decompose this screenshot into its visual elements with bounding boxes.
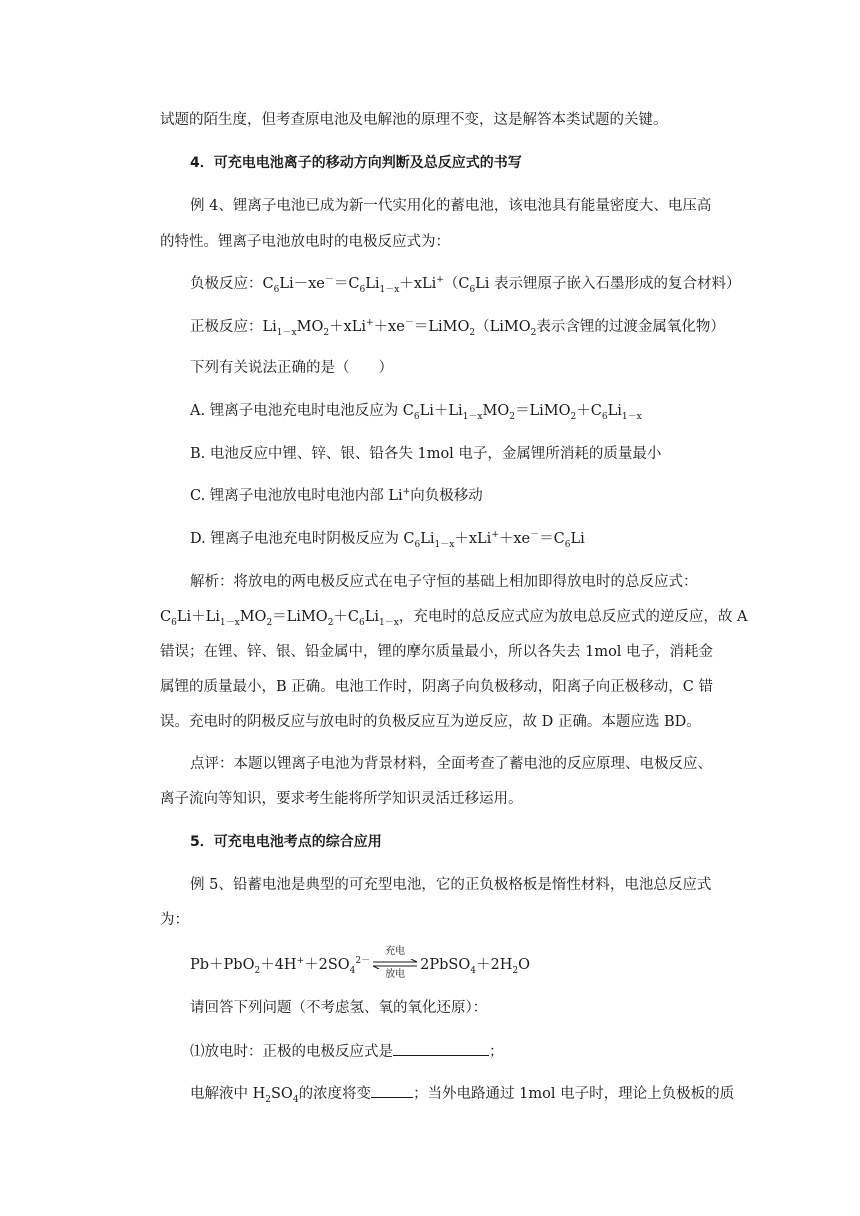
analysis-line: 误。充电时的阴极反应与放电时的负极反应互为逆反应，故 D 正确。本题应选 BD。 [160, 714, 701, 730]
instruction-line: 请回答下列问题（不考虑氢、氧的氧化还原）： [190, 1000, 488, 1016]
question-stem: 下列有关说法正确的是（ ） [190, 360, 393, 376]
section-heading-5: 5．可充电电池考点的综合应用 [190, 834, 382, 850]
sub-question-1: ⑴放电时：正极的电极反应式是 ； [190, 1041, 770, 1062]
sub-question-1-cont: 电解液中 $H_2SO_4$的浓度将变 ；当外电路通过 1mol 电子时，理论上负极板的质 [190, 1083, 770, 1104]
option-c: C. 锂离子电池放电时电池内部 Li+向负极移动 [190, 487, 483, 504]
analysis-line: 解析：将放电的两电极反应式在电子守恒的基础上相加即得放电时的总反应式： [190, 574, 698, 590]
option-b: B. 电池反应中锂、锌、银、铅各失 1mol 电子，金属锂所消耗的质量最小 [190, 446, 662, 462]
negative-electrode-reaction: 负极反应：$C_6Li-xe^-=C_6Li_{1-x}+xLi^+(C_6Li$ 表示锂原子嵌入石墨形成的复合材料） [190, 275, 741, 295]
analysis-line: 错误；在锂、锌、银、铅金属中，锂的摩尔质量最小，所以各失去 1mol 电子，消耗金 [160, 644, 714, 660]
option-a: A. 锂离子电池充电时电池反应为 $C_6Li+Li_{1-x}MO_2=LiMO_2+C_6Li_{1-x}$ [190, 403, 642, 422]
example-4-line: 的特性。锂离子电池放电时的电极反应式为： [160, 234, 450, 250]
reversible-arrow-icon [371, 946, 419, 980]
example-5-line: 为： [160, 912, 189, 928]
comment-line: 点评：本题以锂离子电池为背景材料，全面考查了蓄电池的反应原理、电极反应、 [190, 756, 712, 772]
section-heading-4: 4．可充电电池离子的移动方向判断及总反应式的书写 [190, 155, 522, 171]
discharge-label: 放电 [385, 969, 406, 980]
answer-blank[interactable] [371, 1083, 413, 1098]
charge-label: 充电 [385, 946, 406, 957]
answer-blank[interactable] [393, 1041, 489, 1056]
analysis-line: 属锂的质量最小，B 正确。电池工作时，阴离子向负极移动，阳离子向正极移动，C 错 [160, 679, 713, 695]
comment-line: 离子流向等知识，要求考生能将所学知识灵活迁移运用。 [160, 791, 523, 807]
positive-electrode-reaction: 正极反应：$Li_{1-x}MO_2+xLi^++xe^-=LiMO_2(LiMO_2$表示含锂的过渡金属氧化物） [190, 318, 725, 338]
analysis-line: $C_6Li+Li_{1-x}MO_2=LiMO_2+C_6Li_{1-x}$，充电时的总反应式应为放电总反应式的逆反应，故 A [160, 609, 748, 628]
lead-battery-equation: $Pb+PbO_2+4H^++2SO_4^{2-}$ 充电 放电 $2PbSO_4+2H_2O$ [190, 946, 530, 980]
example-4-line: 例 4、锂离子电池已成为新一代实用化的蓄电池，该电池具有能量密度大、电压高 [190, 198, 712, 214]
example-5-line: 例 5、铅蓄电池是典型的可充型电池，它的正负极格板是惰性材料，电池总反应式 [190, 877, 712, 893]
option-d: D. 锂离子电池充电时阴极反应为 $C_6Li_{1-x}+xLi^++xe^-=C_6Li$ [190, 530, 585, 550]
text-line: 试题的陌生度，但考查原电池及电解池的原理不变，这是解答本类试题的关键。 [160, 112, 668, 128]
